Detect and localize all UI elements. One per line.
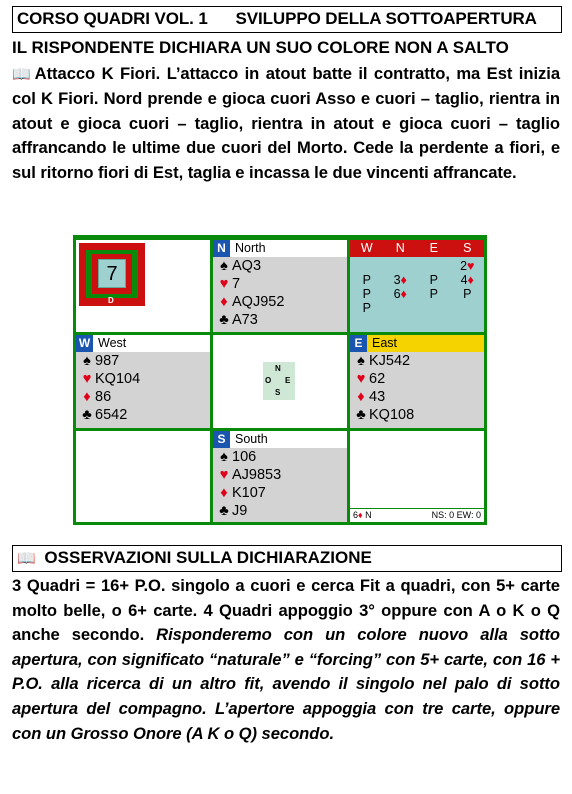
bidding-header: W N E S [350,240,484,257]
south-diamonds: ♦ K107 [213,484,347,502]
board-box [76,240,210,332]
diamond-icon: ♦ [220,485,228,501]
club-icon: ♣ [82,407,92,423]
compass: N O E S [263,362,295,400]
result-bar [350,508,484,522]
south-hearts: ♥ AJ9853 [213,466,347,484]
table-center [213,335,347,428]
diamond-icon: ♦ [220,294,228,310]
spade-icon: ♠ [220,258,228,274]
observations-paragraph [12,574,560,746]
east-clubs: ♣ KQ108 [350,406,484,424]
north-diamonds: ♦ AQJ952 [213,293,347,311]
section-subtitle: IL RISPONDENTE DICHIARA UN SUO COLORE NON A SALTO [12,38,509,57]
heart-icon: ♥ [219,276,229,292]
dealer-label: D [108,296,114,305]
spade-icon: ♠ [83,353,91,369]
north-spades: ♠ AQ3 [213,257,347,275]
observations-italic-text: Risponderemo con un colore nuovo alla sotto apertura, con significato “naturale” e “forcing” con 5+ carte, con 16 + P.O. alla ricerca di un altro fit, avendo il singolo nel palo di sotto apertura del compagno. L’apertore appoggia con tre carte, oppure con un Grosso Onore (A K o Q) secondo. [12,625,561,743]
south-name: South [235,432,268,446]
east-diamonds: ♦ 43 [350,388,484,406]
heart-icon: ♥ [219,467,229,483]
observations-header [12,545,562,572]
north-clubs: ♣ A73 [213,311,347,329]
club-icon: ♣ [356,407,366,423]
bidding-row: P [362,301,371,315]
west-spades: ♠ 987 [76,352,210,370]
club-icon: ♣ [219,503,229,519]
page-header [12,6,562,33]
bidding-row: P 6♦ P P [362,287,472,301]
result-cell [350,431,484,522]
spade-icon: ♠ [357,353,365,369]
west-diamonds: ♦ 86 [76,388,210,406]
observations-text: 3 Quadri = 16+ P.O. singolo a cuori e cerca Fit a quadri, con 5+ carte molto belle, o 6+ carte. 4 Quadri appoggio 3° oppure con A o K o Q anche secondo. [12,576,560,645]
diamond-icon: ♦ [357,389,365,405]
heart-icon: ♥ [356,371,366,387]
south-clubs: ♣ J9 [213,502,347,520]
empty-cell [76,431,210,522]
bidding-row: 2♥ [460,259,475,273]
page-title: CORSO QUADRI VOL. 1 SVILUPPO DELLA SOTTOAPERTURA [17,9,537,28]
bridge-diagram [73,235,487,525]
west-hand [76,335,210,428]
club-icon: ♣ [219,312,229,328]
east-hand [350,335,484,428]
north-hearts: ♥ 7 [213,275,347,293]
board-number: 7 [98,259,126,288]
observations-title: OSSERVAZIONI SULLA DICHIARAZIONE [44,548,372,567]
seat-north: N [213,240,230,257]
book-icon: 📖 [17,550,36,567]
seat-west: W [76,335,93,352]
south-hand [213,431,347,522]
north-hand [213,240,347,332]
spade-icon: ♠ [220,449,228,465]
score: NS: 0 EW: 0 [431,510,481,520]
west-clubs: ♣ 6542 [76,406,210,424]
west-name: West [98,336,127,350]
intro-text: Attacco K Fiori. L’attacco in atout batte il contratto, ma Est inizia col K Fiori. Nord prende e gioca cuori Asso e cuori – taglio, rientra in atout e gioca cuori – taglio, rientra in atout e gioca cuori – taglio affrancando le ultime due cuori del Morto. Cede la perdente a fiori, e sul ritorno fiori di Est, taglia e incassa le due vincenti affrancate. [12,64,560,182]
contract: 6♦ N [353,510,372,520]
seat-east: E [350,335,367,352]
seat-south: S [213,431,230,448]
book-icon: 📖 [12,66,31,83]
intro-paragraph [12,62,560,185]
west-hearts: ♥ KQ104 [76,370,210,388]
north-name: North [235,241,266,255]
east-hearts: ♥ 62 [350,370,484,388]
bidding-box [350,240,484,332]
heart-icon: ♥ [82,371,92,387]
bidding-row: P 3♦ P 4♦ [362,273,474,287]
east-name: East [372,336,398,350]
south-spades: ♠ 106 [213,448,347,466]
east-spades: ♠ KJ542 [350,352,484,370]
diamond-icon: ♦ [83,389,91,405]
